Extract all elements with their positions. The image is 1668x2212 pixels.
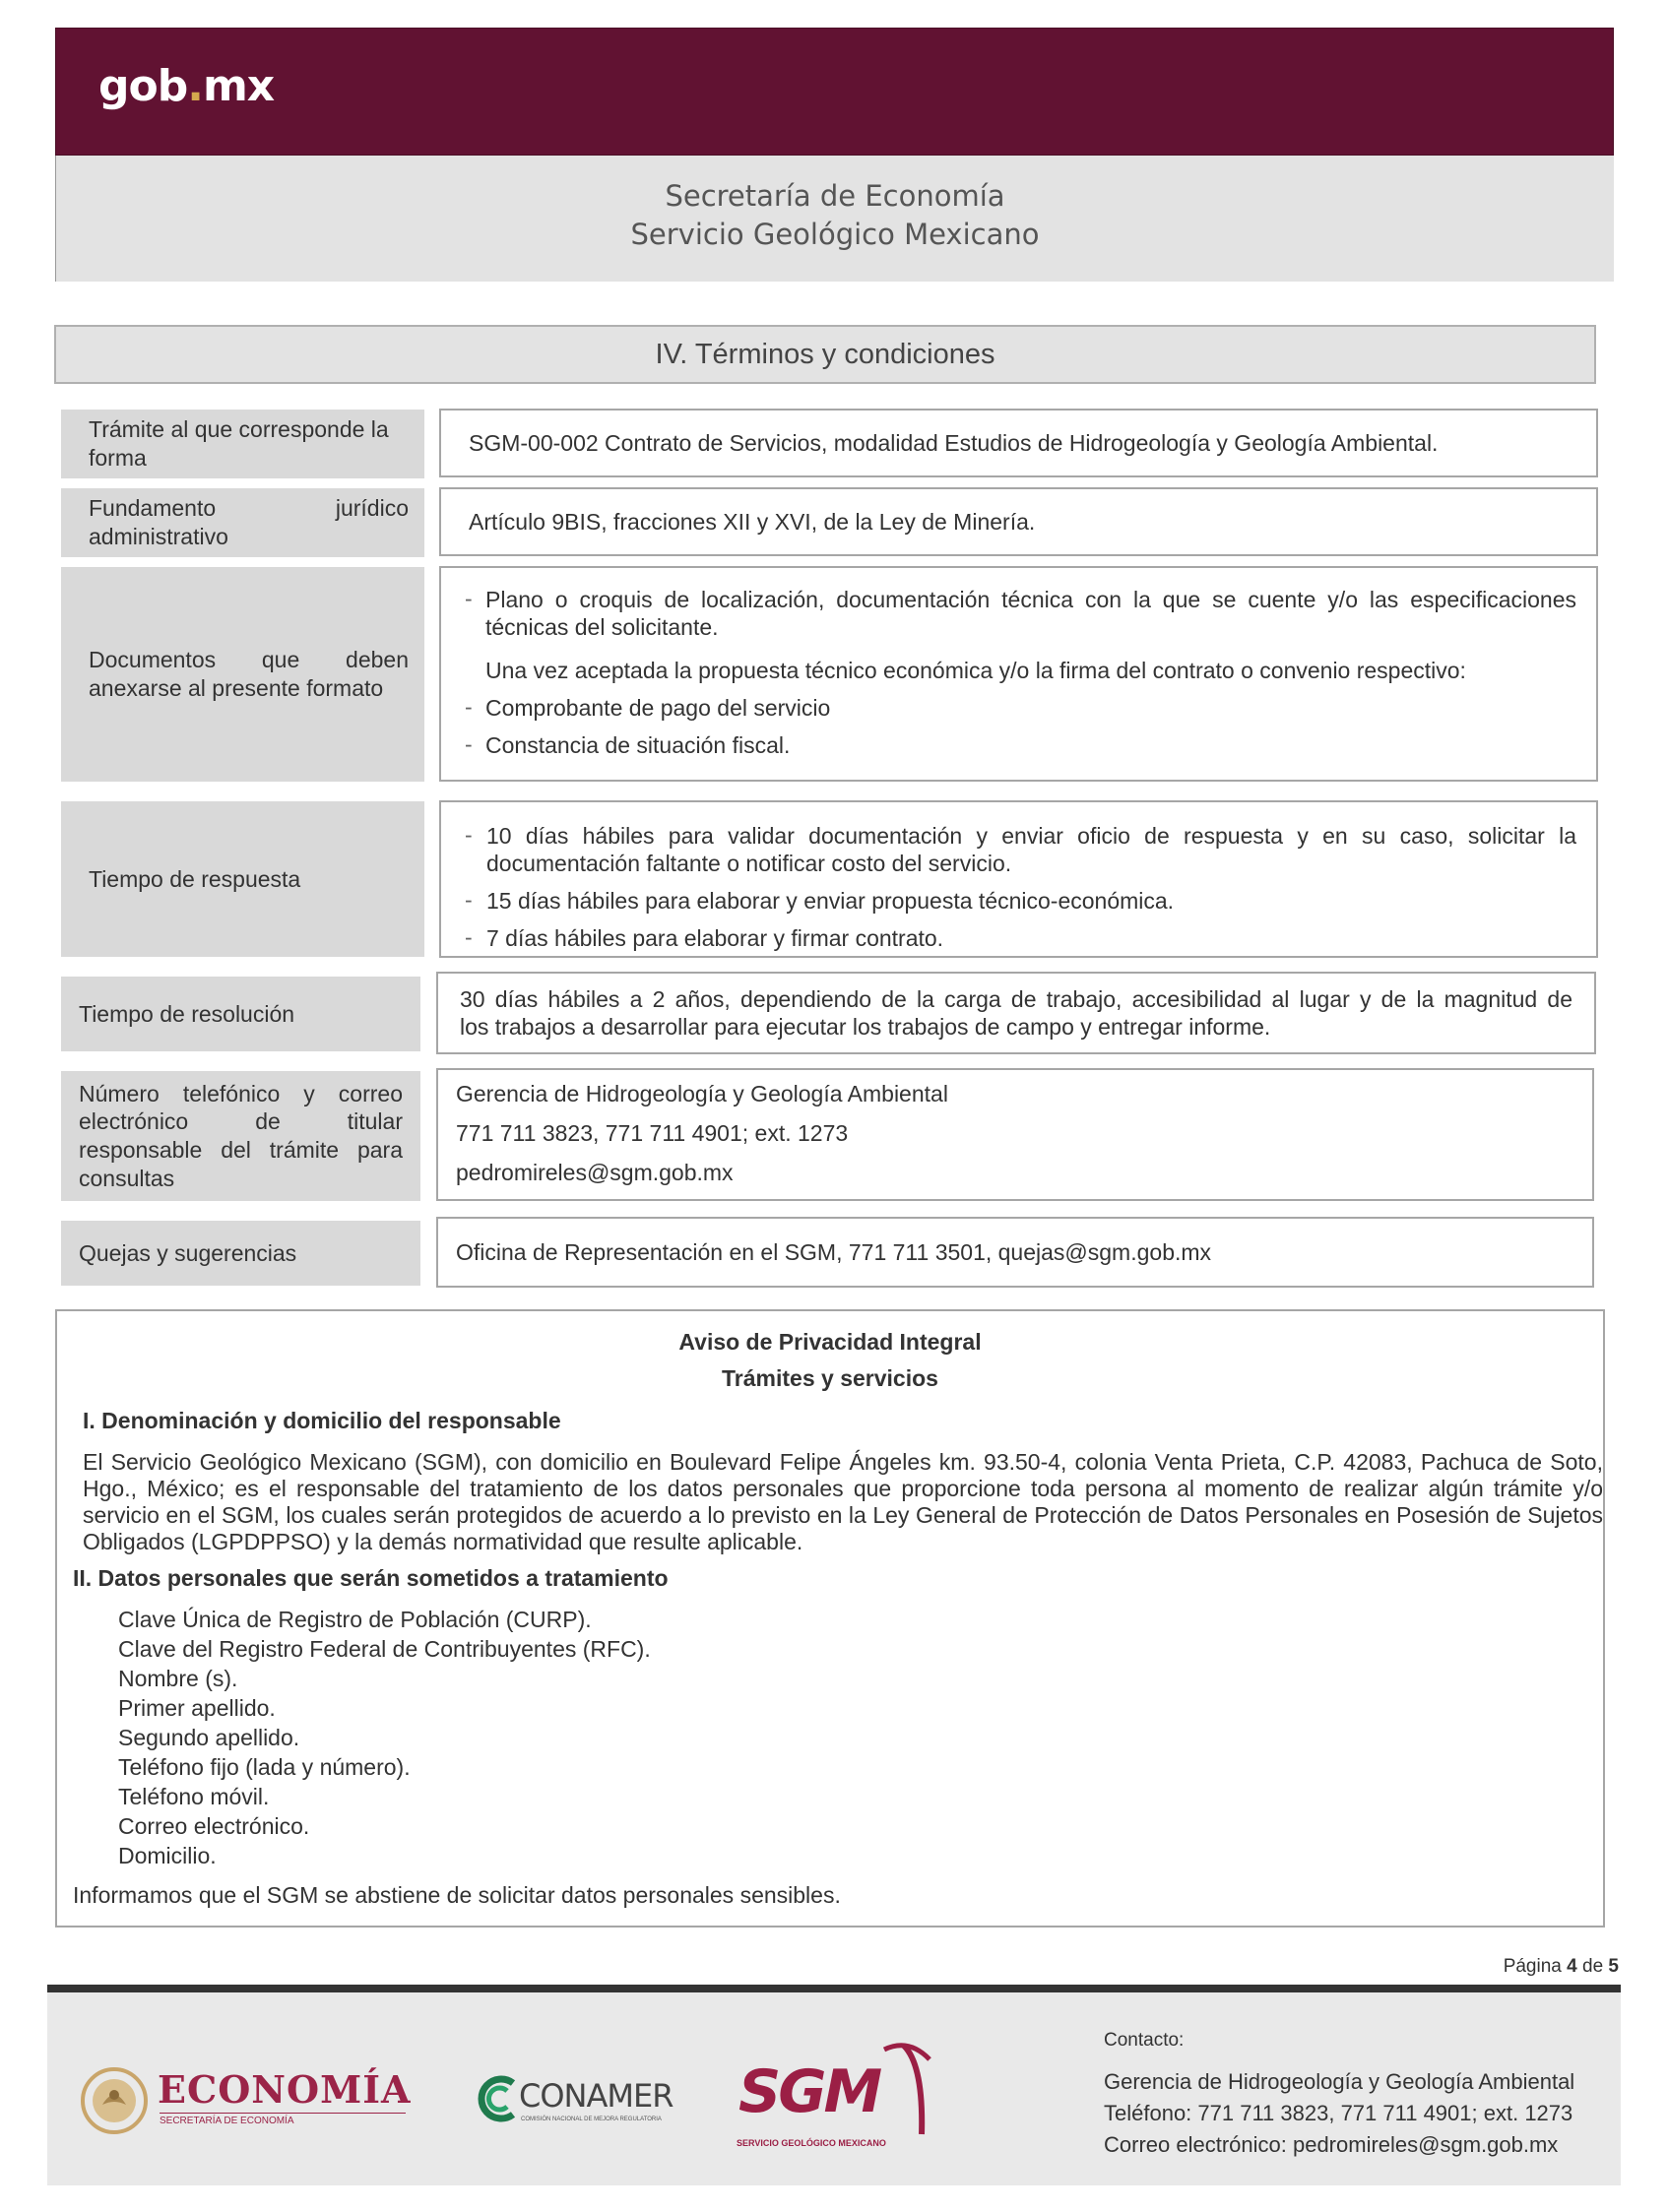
subheader	[55, 156, 1614, 282]
header-banner	[55, 28, 1614, 156]
documentos-item-1-cont: técnicas del solicitante.	[485, 614, 719, 640]
department-name: Servicio Geológico Mexicano	[630, 218, 1040, 251]
footer-contact-office: Gerencia de Hidrogeología y Geología Ambiental	[1104, 2069, 1575, 2094]
tiempo-resolucion-value	[436, 972, 1596, 1054]
fundamento-label: Fundamento jurídico administrativo	[61, 488, 424, 557]
fundamento-value: Artículo 9BIS, fracciones XII y XVI, de la Ley de Minería.	[439, 487, 1598, 556]
tiempo-resolucion-label: Tiempo de resolución	[61, 977, 420, 1051]
tramite-label: Trámite al que corresponde la forma	[61, 410, 424, 478]
conamer-logo-sub: COMISIÓN NACIONAL DE MEJORA REGULATORIA	[521, 2117, 662, 2122]
privacy-data-list	[118, 1605, 651, 1870]
respuesta-item-3: 7 días hábiles para elaborar y firmar contrato.	[486, 925, 944, 951]
sgm-logo-text: SGM	[738, 2057, 880, 2126]
gobmx-logo: gob.mx	[98, 61, 275, 111]
tiempo-respuesta-label: Tiempo de respuesta	[61, 801, 424, 957]
bullet-dash-icon: -	[465, 887, 473, 913]
economia-logo	[79, 2061, 414, 2140]
footer	[47, 1992, 1621, 2185]
bullet-dash-icon: -	[465, 731, 473, 757]
footer-divider	[47, 1985, 1621, 1992]
documentos-value	[439, 566, 1598, 782]
contacto-office: Gerencia de Hidrogeología y Geología Ambiental	[456, 1081, 948, 1106]
privacy-section-2-title: II. Datos personales que serán sometidos a tratamiento	[73, 1565, 669, 1591]
contacto-phone: 771 711 3823, 771 711 4901; ext. 1273	[456, 1120, 849, 1146]
quejas-value: Oficina de Representación en el SGM, 771 711 3501, quejas@sgm.gob.mx	[436, 1217, 1594, 1288]
privacy-closing: Informamos que el SGM se abstiene de solicitar datos personales sensibles.	[73, 1882, 841, 1908]
conamer-logo	[478, 2067, 674, 2132]
contacto-email: pedromireles@sgm.gob.mx	[456, 1160, 734, 1185]
respuesta-item-1-cont: documentación faltante o notificar costo del servicio.	[486, 851, 1012, 876]
list-item: Segundo apellido.	[118, 1725, 300, 1750]
footer-contact-email: Correo electrónico: pedromireles@sgm.gob.mx	[1104, 2132, 1559, 2157]
list-item: Domicilio.	[118, 1843, 217, 1868]
sgm-logo-sub: SERVICIO GEOLÓGICO MEXICANO	[737, 2138, 886, 2148]
bullet-dash-icon: -	[465, 822, 473, 848]
bullet-dash-icon: -	[465, 586, 473, 611]
agency-name: Secretaría de Economía	[665, 179, 1005, 213]
footer-contact-label: Contacto:	[1104, 2030, 1185, 2051]
contacto-value	[436, 1068, 1594, 1201]
documentos-note: Una vez aceptada la propuesta técnico económica y/o la firma del contrato o convenio respectivo:	[485, 658, 1466, 683]
privacy-notice	[55, 1309, 1605, 1928]
quejas-label: Quejas y sugerencias	[61, 1221, 420, 1286]
list-item: Primer apellido.	[118, 1695, 276, 1721]
list-item: Clave Única de Registro de Población (CURP).	[118, 1607, 592, 1632]
documentos-label: Documentos que deben anexarse al presente formato	[61, 567, 424, 782]
conamer-swirl-icon	[478, 2073, 521, 2124]
footer-contact-phone: Teléfono: 771 711 3823, 771 711 4901; ext. 1273	[1104, 2101, 1573, 2125]
documentos-item-2: Comprobante de pago del servicio	[485, 695, 831, 721]
list-item: Nombre (s).	[118, 1666, 238, 1691]
tramite-value: SGM-00-002 Contrato de Servicios, modalidad Estudios de Hidrogeología y Geología Ambiental.	[439, 409, 1598, 477]
tiempo-respuesta-value	[439, 800, 1598, 958]
page-number: Página 4 de 5	[1503, 1956, 1619, 1977]
economia-logo-text: ECONOMÍA	[158, 2067, 412, 2112]
economia-logo-sub: SECRETARÍA DE ECONOMÍA	[160, 2113, 406, 2126]
respuesta-item-2: 15 días hábiles para elaborar y enviar propuesta técnico-económica.	[486, 888, 1175, 914]
coat-of-arms-icon	[79, 2065, 150, 2136]
contacto-label: Número telefónico y correo electrónico de titular responsable del trámite para consultas	[61, 1071, 420, 1201]
documentos-item-1: Plano o croquis de localización, documentación técnica con la que se cuente y/o las especificaciones	[485, 587, 1576, 612]
list-item: Correo electrónico.	[118, 1813, 310, 1839]
bullet-dash-icon: -	[465, 924, 473, 950]
bullet-dash-icon: -	[465, 694, 473, 720]
conamer-logo-text: CONAMER	[519, 2077, 674, 2115]
list-item: Teléfono fijo (lada y número).	[118, 1754, 411, 1780]
documentos-item-3: Constancia de situación fiscal.	[485, 732, 791, 758]
resolucion-line-2: los trabajos a desarrollar para ejecutar los trabajos de campo y entregar informe.	[460, 1014, 1271, 1040]
list-item: Teléfono móvil.	[118, 1784, 270, 1809]
sgm-logo	[737, 2036, 943, 2164]
section-title: IV. Términos y condiciones	[54, 325, 1596, 384]
privacy-section-1-text: El Servicio Geológico Mexicano (SGM), con domicilio en Boulevard Felipe Ángeles km. 93.50-4, colonia Venta Prieta, C.P. 42083, Pachuca de Soto, Hgo., México; es el responsable del tratamiento de los datos personales que proporcione toda persona al momento de realizar algún trámite y/o servicio en el SGM, los cuales serán protegidos de acuerdo a lo previsto en la Ley General de Protección de Datos Personales en Posesión de Sujetos Obligados (LGPDPPSO) y la demás normatividad que resulte aplicable.	[83, 1449, 1603, 1554]
list-item: Clave del Registro Federal de Contribuyentes (RFC).	[118, 1636, 651, 1662]
privacy-title: Aviso de Privacidad Integral	[678, 1329, 982, 1355]
privacy-section-1-title: I. Denominación y domicilio del responsable	[83, 1408, 561, 1433]
respuesta-item-1: 10 días hábiles para validar documentación y enviar oficio de respuesta y en su caso, solicitar la	[486, 823, 1576, 849]
resolucion-line-1: 30 días hábiles a 2 años, dependiendo de la carga de trabajo, accesibilidad al lugar y de la magnitud de	[460, 986, 1572, 1012]
privacy-subtitle: Trámites y servicios	[722, 1365, 938, 1391]
